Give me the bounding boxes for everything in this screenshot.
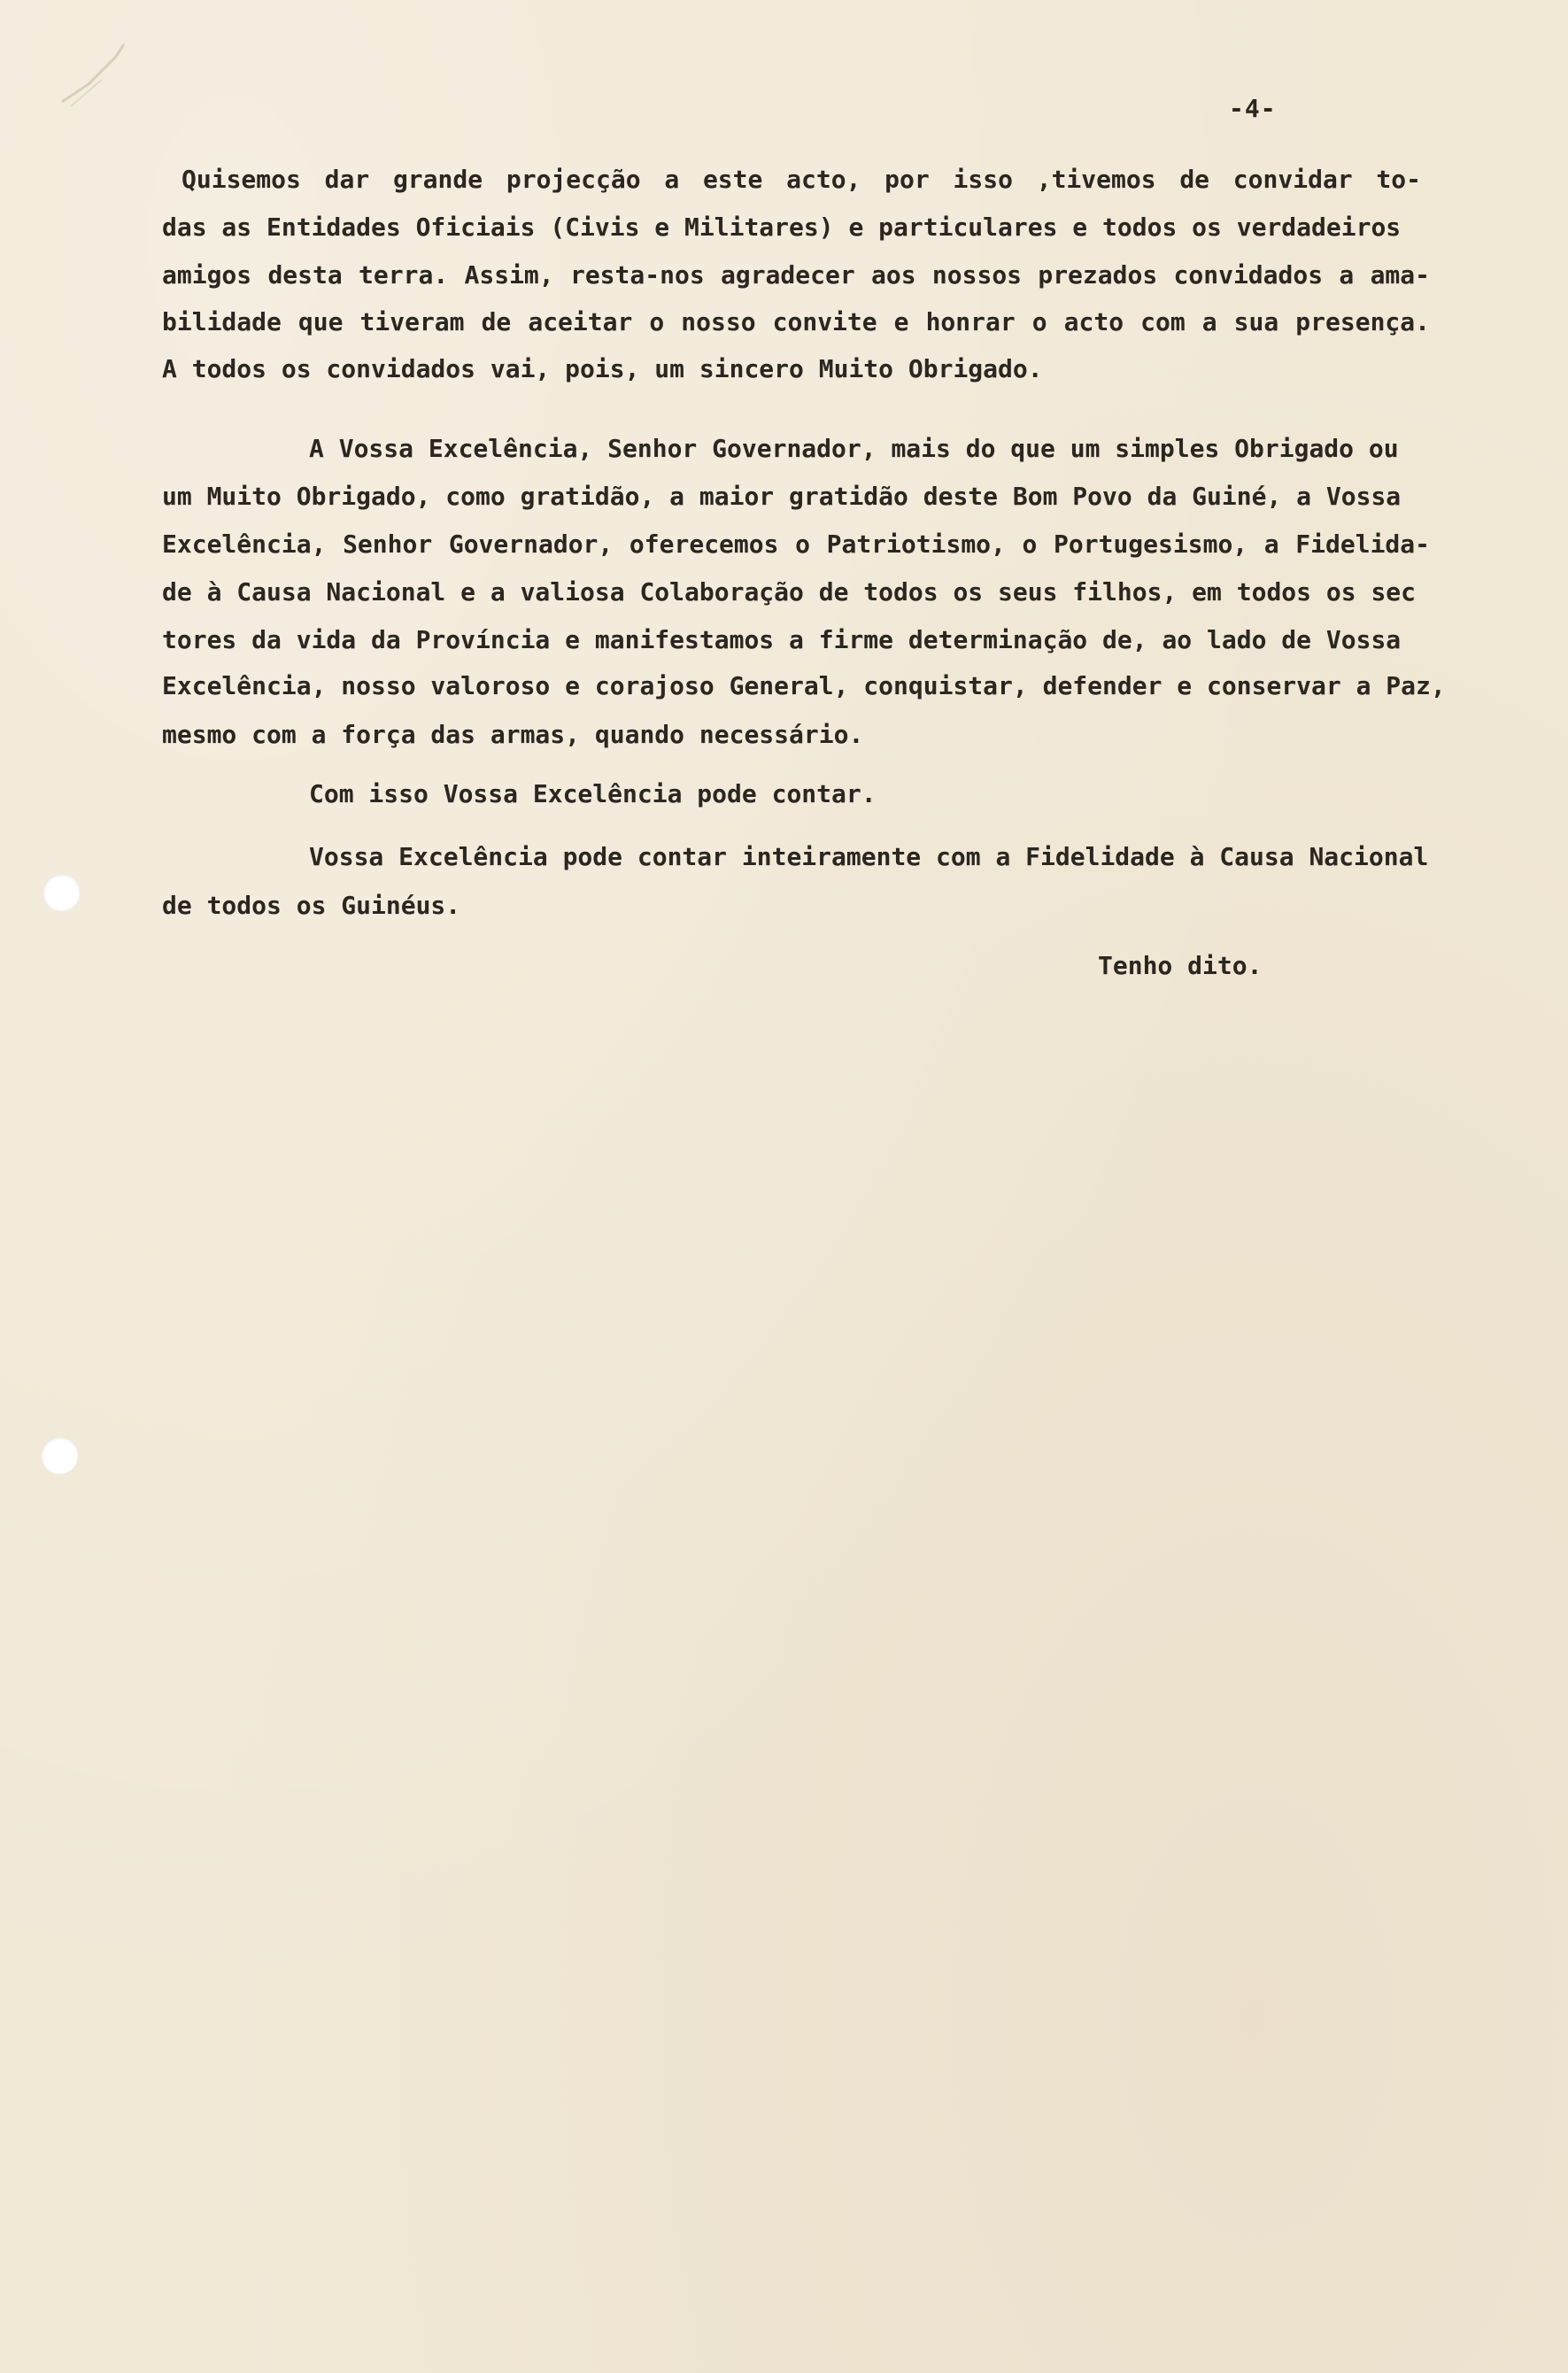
paragraph-2-line-6: Excelência, nosso valoroso e corajoso General, conquistar, defender e conservar a Paz, [162,671,1446,700]
paragraph-4-line-1: Vossa Excelência pode contar inteiramente com a Fidelidade à Causa Nacional [309,842,1429,871]
closing-line: Tenho dito. [1098,951,1263,980]
paragraph-4-line-2: de todos os Guinéus. [162,891,461,920]
corner-stain-mark [53,40,133,120]
paragraph-2-line-3: Excelência, Senhor Governador, oferecemos o Patriotismo, o Portugesismo, a Fidelida- [162,529,1430,559]
punch-hole-bottom [41,1437,78,1474]
paragraph-1-line-5: A todos os convidados vai, pois, um sincero Muito Obrigado. [162,354,1043,383]
paragraph-2-line-2: um Muito Obrigado, como gratidão, a maior gratidão deste Bom Povo da Guiné, a Vossa [162,482,1402,511]
paragraph-1-line-4: bilidade que tiveram de aceitar o nosso convite e honrar o acto com a sua presença. [162,307,1430,336]
paragraph-2-line-5: tores da vida da Província e manifestamos a firme determinação de, ao lado de Vossa [162,625,1402,654]
paragraph-1-line-1: Quisemos dar grande projecção a este acto, por isso ,tivemos de convidar to- [182,165,1421,194]
page-number: -4- [1229,94,1277,123]
paragraph-2-line-7: mesmo com a força das armas, quando necessário. [162,720,864,749]
paragraph-3-line-1: Com isso Vossa Excelência pode contar. [309,779,877,808]
punch-hole-top [42,874,80,911]
paragraph-1-line-2: das as Entidades Oficiais (Civis e Militares) e particulares e todos os verdadeiros [162,213,1402,242]
paragraph-2-line-1: A Vossa Excelência, Senhor Governador, mais do que um simples Obrigado ou [309,434,1399,463]
paragraph-2-line-4: de à Causa Nacional e a valiosa Colaboração de todos os seus filhos, em todos os sec [162,577,1417,607]
paragraph-1-line-3: amigos desta terra. Assim, resta-nos agradecer aos nossos prezados convidados a ama- [162,260,1430,290]
